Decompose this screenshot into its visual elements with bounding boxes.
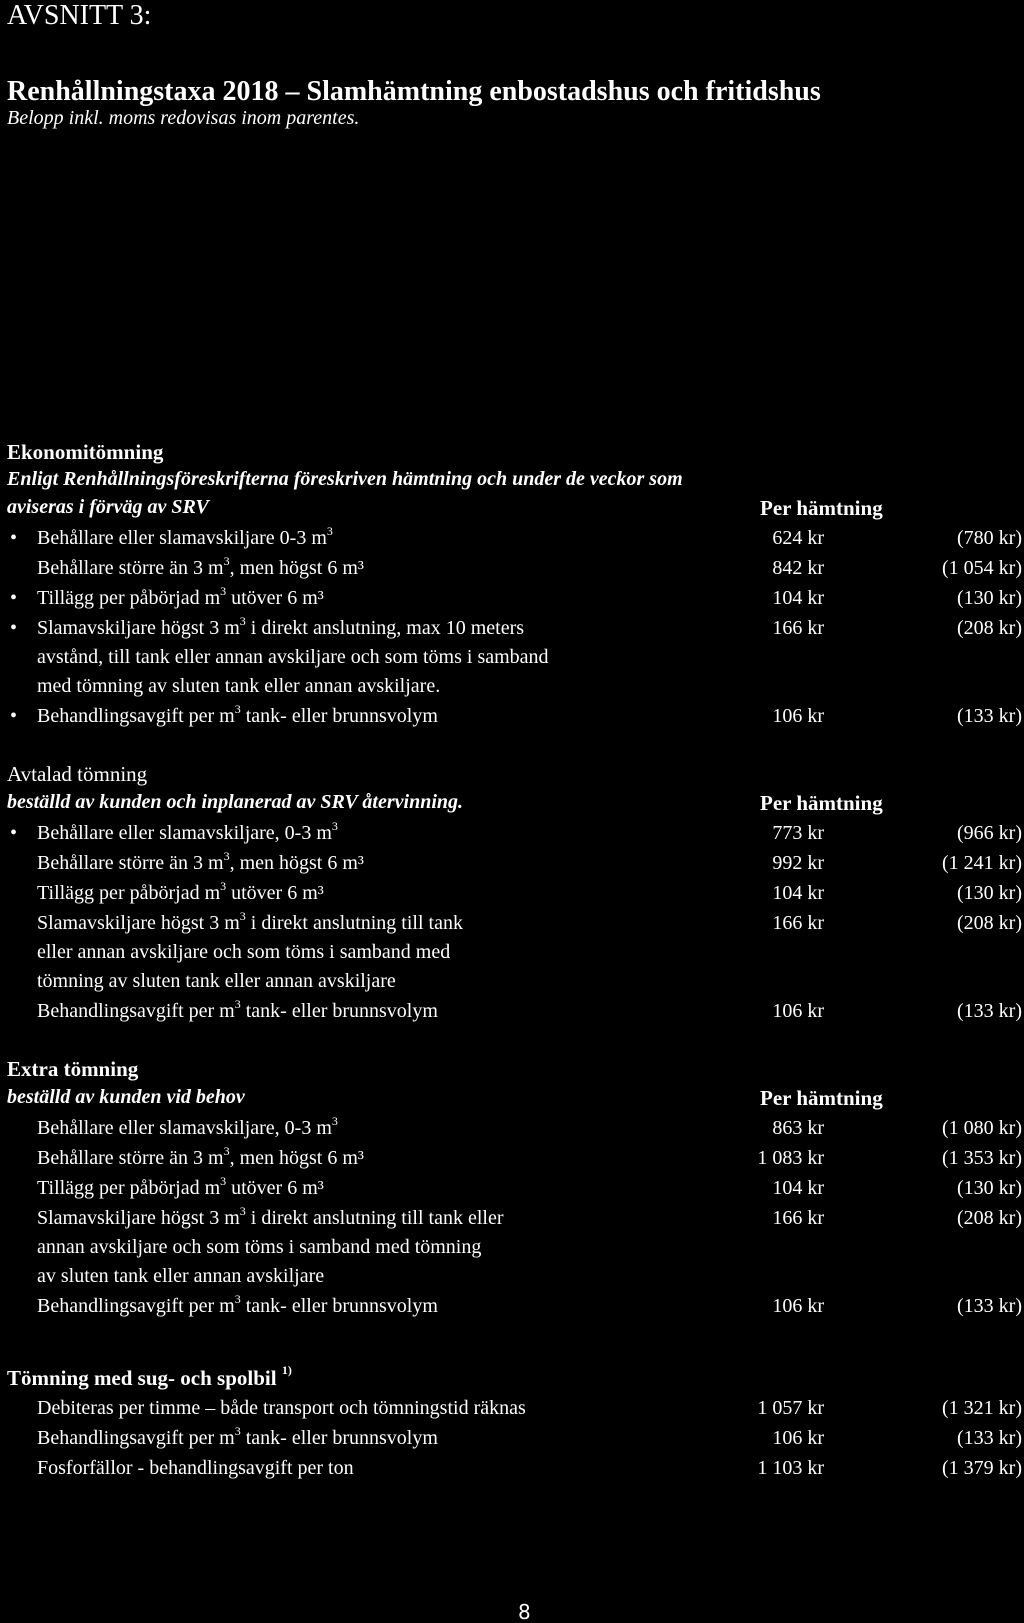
price: 104 kr: [772, 1177, 824, 1199]
table-row: [0, 1292, 1024, 1325]
table-row: [0, 819, 1024, 852]
row-description: Behållare eller slamavskiljare, 0-3 $m^3$: [37, 1114, 338, 1139]
column-header-per-hamtning: Per hämtning: [760, 496, 883, 520]
bullet: •: [10, 527, 18, 549]
section-subtitle: Enligt Renhållningsföreskrifterna föreskriven hämtning och under de veckor som: [7, 468, 683, 490]
price: 624 kr: [772, 527, 824, 549]
price: 166 kr: [772, 912, 824, 934]
price-incl-vat: (133 kr): [957, 705, 1022, 727]
price-incl-vat: (1 080 kr): [942, 1117, 1022, 1139]
table-row: [0, 1144, 1024, 1177]
row-description: Tillägg per påbörjad $m^3$ utöver 6 m³: [37, 584, 324, 609]
price-incl-vat: (133 kr): [957, 1000, 1022, 1022]
table-row: [0, 524, 1024, 557]
row-description: Behandlingsavgift per $m^3$ tank- eller brunnsvolym: [37, 997, 438, 1022]
bullet: •: [10, 822, 18, 844]
table-row: [0, 1204, 1024, 1237]
table-row: [0, 879, 1024, 912]
row-description: Slamavskiljare högst 3 $m^3$ i direkt anslutning, max 10 meters: [37, 614, 525, 639]
table-row: [0, 702, 1024, 735]
table-row: [0, 1424, 1024, 1457]
price: 842 kr: [772, 557, 824, 579]
price: 992 kr: [772, 852, 824, 874]
section-subtitle: beställd av kunden och inplanerad av SRV återvinning.: [7, 791, 464, 813]
row-description: Debiteras per timme – både transport och tömningstid räknas: [37, 1397, 526, 1419]
row-description: Behållare eller slamavskiljare 0-3 $m^3$: [37, 524, 333, 549]
row-description-continued: annan avskiljare och som töms i samband med tömning: [37, 1236, 482, 1258]
price: 863 kr: [772, 1117, 824, 1139]
section-title-ekonomitomning: Ekonomitömning: [7, 440, 164, 464]
row-description-continued: med tömning av sluten tank eller annan avskiljare.: [37, 675, 441, 697]
row-description-continued: eller annan avskiljare och som töms i samband med: [37, 941, 451, 963]
page-number: 8: [518, 1600, 531, 1623]
row-description: Tillägg per påbörjad $m^3$ utöver 6 m³: [37, 1174, 324, 1199]
row-description: Behållare större än 3 $m^3$, men högst 6 m³: [37, 1144, 364, 1169]
price-incl-vat: (1 353 kr): [942, 1147, 1022, 1169]
section-title-extra-tomning: Extra tömning: [7, 1057, 139, 1081]
table-row: [0, 1114, 1024, 1147]
table-row: [0, 614, 1024, 647]
row-description: Slamavskiljare högst 3 $m^3$ i direkt anslutning till tank: [37, 909, 463, 934]
bullet: •: [10, 617, 18, 639]
price: 1 057 kr: [757, 1397, 824, 1419]
row-description-continued: tömning av sluten tank eller annan avskiljare: [37, 970, 396, 992]
price: 166 kr: [772, 617, 824, 639]
price-incl-vat: (208 kr): [957, 912, 1022, 934]
price: 104 kr: [772, 587, 824, 609]
section-heading: AVSNITT 3:: [7, 0, 152, 31]
row-description-continued: av sluten tank eller annan avskiljare: [37, 1265, 325, 1287]
price-incl-vat: (133 kr): [957, 1295, 1022, 1317]
price-incl-vat: (208 kr): [957, 617, 1022, 639]
footnote-marker: 1): [281, 1363, 292, 1377]
page-title: Renhållningstaxa 2018 – Slamhämtning enbostadshus och fritidshus: [7, 76, 821, 107]
price-incl-vat: (130 kr): [957, 587, 1022, 609]
price: 1 083 kr: [757, 1147, 824, 1169]
price-incl-vat: (208 kr): [957, 1207, 1022, 1229]
price-incl-vat: (1 321 kr): [942, 1397, 1022, 1419]
row-description: Tillägg per påbörjad $m^3$ utöver 6 m³: [37, 879, 324, 904]
price-incl-vat: (1 241 kr): [942, 852, 1022, 874]
table-row: [0, 909, 1024, 942]
price: 166 kr: [772, 1207, 824, 1229]
price: 106 kr: [772, 1427, 824, 1449]
price-incl-vat: (133 kr): [957, 1427, 1022, 1449]
row-description: Behållare större än 3 $m^3$, men högst 6 m³: [37, 849, 364, 874]
table-row: [0, 1457, 1024, 1487]
row-description: Behandlingsavgift per $m^3$ tank- eller brunnsvolym: [37, 1292, 438, 1317]
table-row: [0, 1397, 1024, 1427]
price: 106 kr: [772, 1000, 824, 1022]
row-description: Slamavskiljare högst 3 $m^3$ i direkt anslutning till tank eller: [37, 1204, 504, 1229]
section-title-avtalad-tomning: Avtalad tömning: [7, 762, 148, 786]
row-description: Behållare eller slamavskiljare, 0-3 $m^3$: [37, 819, 338, 844]
table-row: [0, 997, 1024, 1030]
table-row: [0, 849, 1024, 882]
row-description: Behållare större än 3 $m^3$, men högst 6 m³: [37, 554, 364, 579]
price-incl-vat: (130 kr): [957, 882, 1022, 904]
price: 773 kr: [772, 822, 824, 844]
table-row: [0, 584, 1024, 617]
section-subtitle: beställd av kunden vid behov: [7, 1086, 245, 1108]
price: 1 103 kr: [757, 1457, 824, 1479]
row-description: Behandlingsavgift per $m^3$ tank- eller brunnsvolym: [37, 1424, 438, 1449]
row-description: Fosforfällor - behandlingsavgift per ton: [37, 1457, 354, 1479]
row-description-continued: avstånd, till tank eller annan avskiljare och som töms i samband: [37, 646, 549, 668]
page-subtitle: Belopp inkl. moms redovisas inom parentes.: [7, 107, 360, 129]
price: 104 kr: [772, 882, 824, 904]
section-subtitle: aviseras i förväg av SRV: [7, 496, 209, 518]
bullet: •: [10, 587, 18, 609]
column-header-per-hamtning: Per hämtning: [760, 1086, 883, 1110]
price-incl-vat: (130 kr): [957, 1177, 1022, 1199]
bullet: •: [10, 705, 18, 727]
price: 106 kr: [772, 705, 824, 727]
table-row: [0, 1174, 1024, 1207]
price-incl-vat: (1 379 kr): [942, 1457, 1022, 1479]
price: 106 kr: [772, 1295, 824, 1317]
row-description: Behandlingsavgift per $m^3$ tank- eller brunnsvolym: [37, 702, 438, 727]
section-title-sug-och-spolbil: Tömning med sug- och spolbil $^{1)}$: [7, 1363, 292, 1390]
price-incl-vat: (1 054 kr): [942, 557, 1022, 579]
table-row: [0, 554, 1024, 587]
price-incl-vat: (966 kr): [957, 822, 1022, 844]
price-incl-vat: (780 kr): [957, 527, 1022, 549]
column-header-per-hamtning: Per hämtning: [760, 791, 883, 815]
